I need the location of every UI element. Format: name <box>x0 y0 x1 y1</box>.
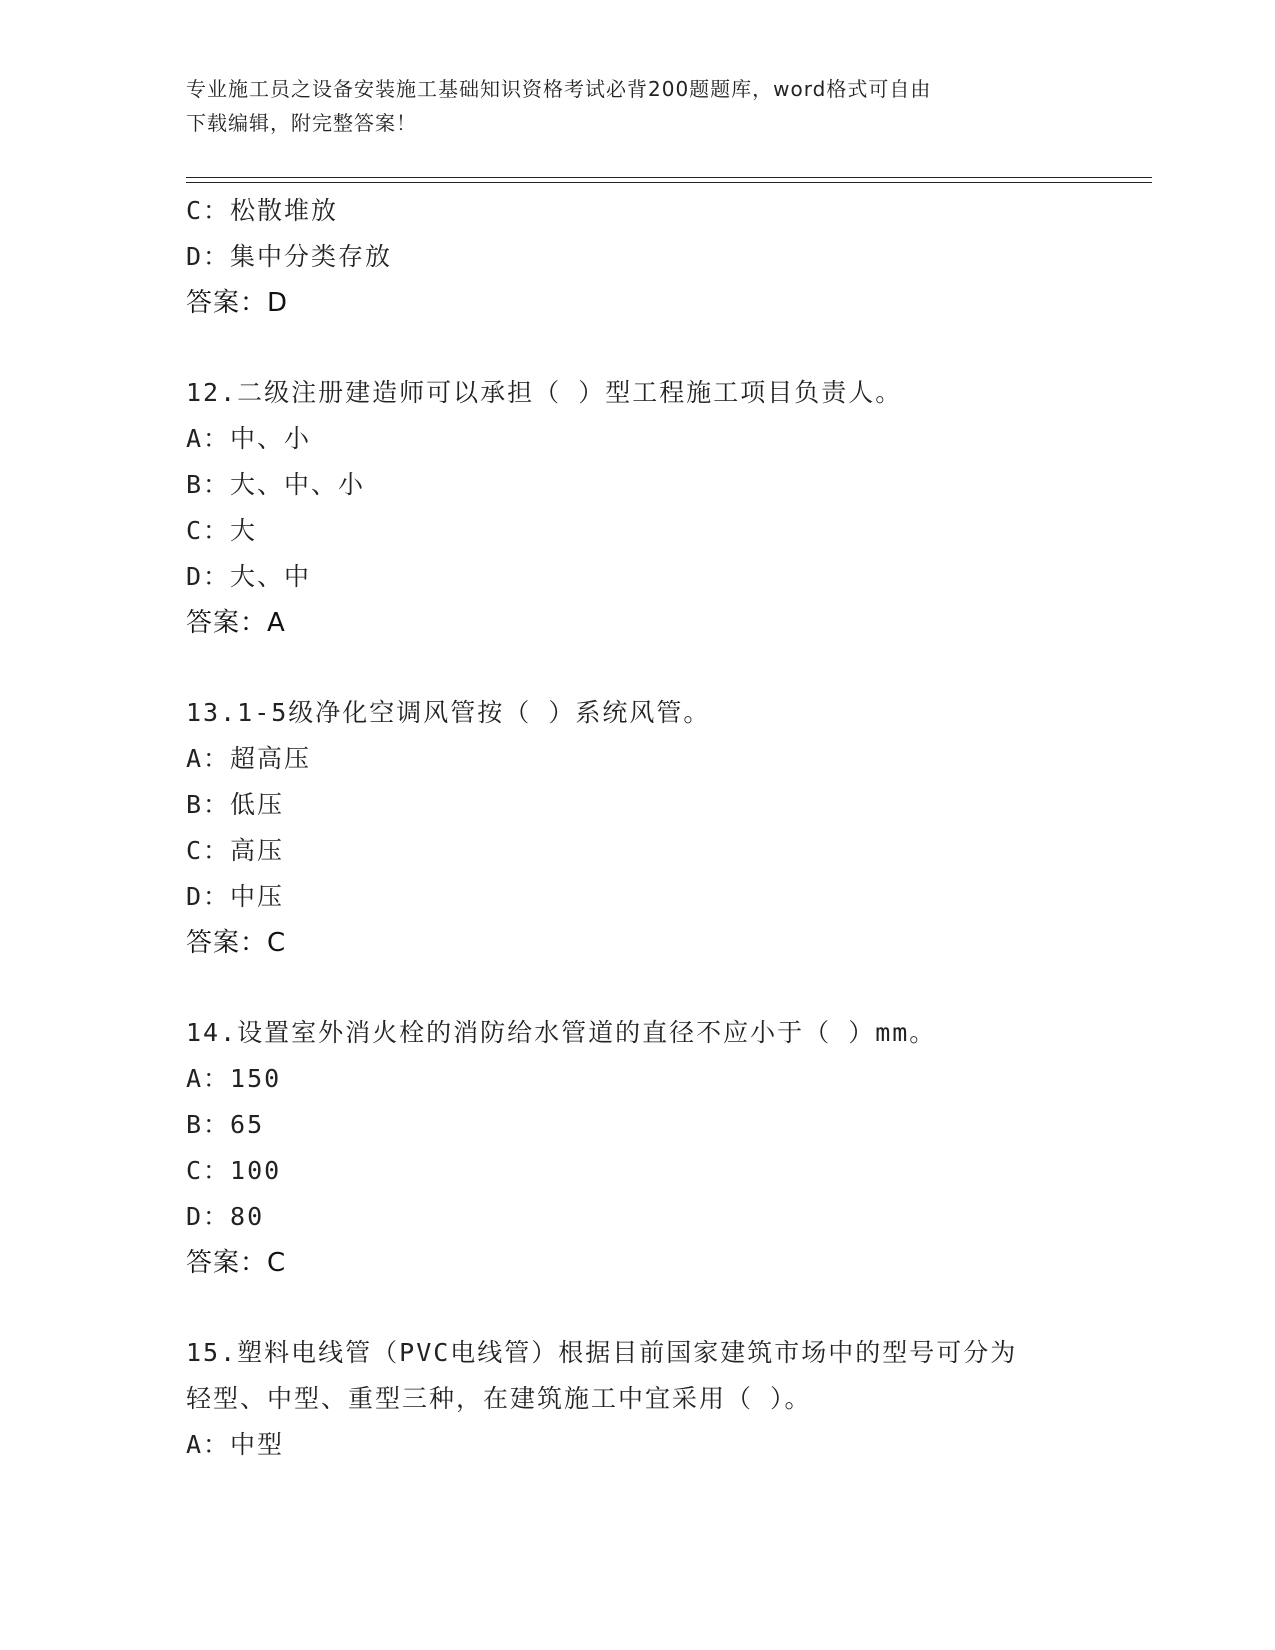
question-13 <box>186 690 1152 966</box>
q15-option-a: A：中型 <box>186 1430 285 1459</box>
question-15 <box>186 1330 1152 1468</box>
q13-option-d: D：中压 <box>186 882 285 911</box>
q13-option-c: C：高压 <box>186 836 285 865</box>
header-title-line-1: 专业施工员之设备安装施工基础知识资格考试必背200题题库，word格式可自由 <box>186 77 932 101</box>
q12-answer: 答案：A <box>186 608 286 638</box>
q12-stem: 12.二级注册建造师可以承担（ ）型工程施工项目负责人。 <box>186 378 903 407</box>
q12-option-b: B：大、中、小 <box>186 470 366 499</box>
q11-option-c: C：松散堆放 <box>186 196 339 225</box>
q14-option-d: D：80 <box>186 1202 265 1231</box>
question-14 <box>186 1010 1152 1286</box>
q13-answer: 答案：C <box>186 928 287 958</box>
q14-answer: 答案：C <box>186 1248 287 1278</box>
spacer <box>186 646 1152 690</box>
q12-option-c: C：大 <box>186 516 258 545</box>
q12-option-a: A：中、小 <box>186 424 312 453</box>
spacer <box>186 966 1152 1010</box>
q12-option-d: D：大、中 <box>186 562 312 591</box>
q11-answer: 答案：D <box>186 288 289 318</box>
header-divider-top <box>186 177 1152 178</box>
q15-stem-line-2: 轻型、中型、重型三种，在建筑施工中宜采用（ ）。 <box>186 1384 812 1413</box>
q14-option-a: A：150 <box>186 1064 282 1093</box>
question-12 <box>186 370 1152 646</box>
header-title-line-2: 下载编辑，附完整答案！ <box>186 111 417 135</box>
question-content <box>186 188 1152 1468</box>
q14-option-c: C：100 <box>186 1156 282 1185</box>
question-11 <box>186 188 1152 326</box>
spacer <box>186 326 1152 370</box>
q11-option-d: D：集中分类存放 <box>186 242 393 271</box>
document-header <box>186 72 1086 140</box>
q13-stem: 13.1-5级净化空调风管按（ ）系统风管。 <box>186 698 711 727</box>
q14-option-b: B：65 <box>186 1110 265 1139</box>
spacer <box>186 1286 1152 1330</box>
q15-stem-line-1: 15.塑料电线管（PVC电线管）根据目前国家建筑市场中的型号可分为 <box>186 1338 1018 1367</box>
header-divider-bottom <box>186 182 1152 183</box>
q14-stem: 14.设置室外消火栓的消防给水管道的直径不应小于（ ）mm。 <box>186 1018 937 1047</box>
q13-option-b: B：低压 <box>186 790 285 819</box>
q13-option-a: A：超高压 <box>186 744 312 773</box>
